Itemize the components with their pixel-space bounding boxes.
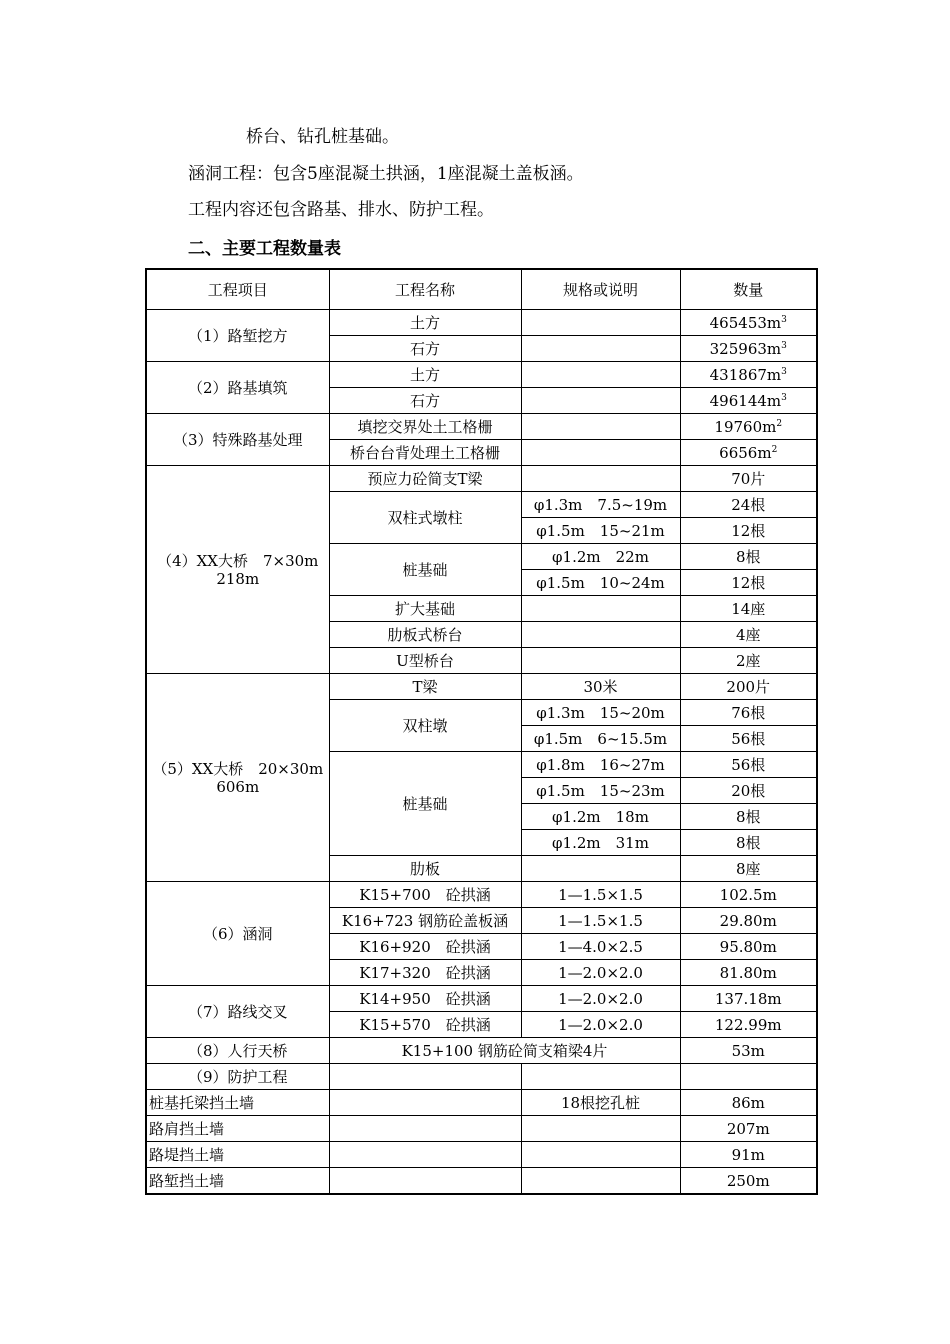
table-row (146, 882, 817, 908)
spec-cell (521, 1142, 680, 1168)
item-name-cell: K16+723 钢筋砼盖板涵 (329, 908, 521, 934)
table-header-row (146, 269, 817, 310)
spec-cell (521, 388, 680, 414)
quantity-cell: 8座 (680, 856, 817, 882)
quantity-cell: 86m (680, 1090, 817, 1116)
table-row (146, 1168, 817, 1195)
spec-cell: φ1.8m 16~27m (521, 752, 680, 778)
item-name-cell: 石方 (329, 388, 521, 414)
item-name-cell (329, 1064, 521, 1090)
spec-cell (521, 1116, 680, 1142)
item-name-cell (329, 1142, 521, 1168)
item-name-cell: 肋板 (329, 856, 521, 882)
item-name-cell: 土方 (329, 362, 521, 388)
item-name-cell: K15+100 钢筋砼简支箱梁4片 (329, 1038, 680, 1064)
quantity-cell: 122.99m (680, 1012, 817, 1038)
spec-cell: 1—2.0×2.0 (521, 1012, 680, 1038)
category-cell: 桩基托梁挡土墙 (146, 1090, 329, 1116)
quantity-cell: 56根 (680, 752, 817, 778)
table-row (146, 310, 817, 336)
quantity-cell: 250m (680, 1168, 817, 1195)
item-name-cell: 预应力砼简支T梁 (329, 466, 521, 492)
spec-cell (521, 856, 680, 882)
spec-cell: φ1.2m 31m (521, 830, 680, 856)
quantity-cell: 24根 (680, 492, 817, 518)
table-row (146, 1116, 817, 1142)
header-cell: 数量 (680, 269, 817, 310)
quantity-cell: 91m (680, 1142, 817, 1168)
category-cell: （5）XX大桥 20×30m 606m (146, 674, 329, 882)
quantity-cell: 53m (680, 1038, 817, 1064)
spec-cell: 30米 (521, 674, 680, 700)
quantity-cell (680, 1064, 817, 1090)
item-name-cell: 填挖交界处土工格栅 (329, 414, 521, 440)
category-cell: （7）路线交叉 (146, 986, 329, 1038)
item-name-cell (329, 1090, 521, 1116)
paragraph-3: 工程内容还包含路基、排水、防护工程。 (188, 200, 494, 220)
spec-cell (521, 414, 680, 440)
header-cell: 规格或说明 (521, 269, 680, 310)
quantity-cell: $496144m^3$ (680, 388, 817, 414)
quantity-table (145, 268, 818, 1195)
quantity-cell: 8根 (680, 804, 817, 830)
paragraph-2: 涵洞工程：包含5座混凝土拱涵，1座混凝土盖板涵。 (188, 164, 584, 184)
item-name-cell (329, 1168, 521, 1195)
category-cell: （8）人行天桥 (146, 1038, 329, 1064)
spec-cell (521, 648, 680, 674)
spec-cell (521, 362, 680, 388)
category-cell: （9）防护工程 (146, 1064, 329, 1090)
quantity-cell: 207m (680, 1116, 817, 1142)
quantity-cell: 8根 (680, 544, 817, 570)
spec-cell (521, 622, 680, 648)
spec-cell: φ1.3m 15~20m (521, 700, 680, 726)
spec-cell: φ1.5m 6~15.5m (521, 726, 680, 752)
quantity-cell: 70片 (680, 466, 817, 492)
quantity-cell: 102.5m (680, 882, 817, 908)
category-cell: （1）路堑挖方 (146, 310, 329, 362)
quantity-cell: 4座 (680, 622, 817, 648)
spec-cell (521, 1168, 680, 1195)
spec-cell: 1—4.0×2.5 (521, 934, 680, 960)
spec-cell: 1—2.0×2.0 (521, 986, 680, 1012)
spec-cell (521, 440, 680, 466)
item-name-cell: T梁 (329, 674, 521, 700)
quantity-cell: 8根 (680, 830, 817, 856)
spec-cell (521, 1064, 680, 1090)
table-row (146, 1142, 817, 1168)
quantity-cell: $431867m^3$ (680, 362, 817, 388)
table-row (146, 362, 817, 388)
item-name-cell: 双柱式墩柱 (329, 492, 521, 544)
spec-cell (521, 466, 680, 492)
spec-cell (521, 596, 680, 622)
quantity-cell: 76根 (680, 700, 817, 726)
spec-cell: φ1.5m 15~21m (521, 518, 680, 544)
table-row (146, 1038, 817, 1064)
spec-cell (521, 310, 680, 336)
quantity-cell: $325963m^3$ (680, 336, 817, 362)
item-name-cell: 桩基础 (329, 544, 521, 596)
item-name-cell: K17+320 砼拱涵 (329, 960, 521, 986)
spec-cell: 1—2.0×2.0 (521, 960, 680, 986)
quantity-cell: 56根 (680, 726, 817, 752)
spec-cell: φ1.3m 7.5~19m (521, 492, 680, 518)
section-title: 二、主要工程数量表 (188, 239, 341, 259)
quantity-cell: 200片 (680, 674, 817, 700)
item-name-cell: K15+570 砼拱涵 (329, 1012, 521, 1038)
quantity-cell: $19760m^2$ (680, 414, 817, 440)
spec-cell: φ1.2m 22m (521, 544, 680, 570)
quantity-cell: 29.80m (680, 908, 817, 934)
item-name-cell: K16+920 砼拱涵 (329, 934, 521, 960)
spec-cell (521, 336, 680, 362)
table-row (146, 414, 817, 440)
category-cell: （6）涵洞 (146, 882, 329, 986)
item-name-cell: K15+700 砼拱涵 (329, 882, 521, 908)
table-row (146, 986, 817, 1012)
quantity-cell: 12根 (680, 518, 817, 544)
spec-cell: 1—1.5×1.5 (521, 908, 680, 934)
spec-cell: φ1.2m 18m (521, 804, 680, 830)
table-row (146, 1090, 817, 1116)
header-cell: 工程项目 (146, 269, 329, 310)
quantity-cell: 137.18m (680, 986, 817, 1012)
spec-cell: φ1.5m 10~24m (521, 570, 680, 596)
item-name-cell: 桥台台背处理土工格栅 (329, 440, 521, 466)
category-cell: （2）路基填筑 (146, 362, 329, 414)
quantity-cell: $6656m^2$ (680, 440, 817, 466)
quantity-cell: 95.80m (680, 934, 817, 960)
item-name-cell: 肋板式桥台 (329, 622, 521, 648)
category-cell: （3）特殊路基处理 (146, 414, 329, 466)
quantity-cell: 20根 (680, 778, 817, 804)
table-row (146, 466, 817, 492)
item-name-cell: 桩基础 (329, 752, 521, 856)
item-name-cell: 土方 (329, 310, 521, 336)
paragraph-1: 桥台、钻孔桩基础。 (246, 127, 399, 147)
table-row (146, 674, 817, 700)
spec-cell: 1—1.5×1.5 (521, 882, 680, 908)
item-name-cell: U型桥台 (329, 648, 521, 674)
header-cell: 工程名称 (329, 269, 521, 310)
quantity-cell: 2座 (680, 648, 817, 674)
item-name-cell (329, 1116, 521, 1142)
item-name-cell: K14+950 砼拱涵 (329, 986, 521, 1012)
item-name-cell: 石方 (329, 336, 521, 362)
quantity-cell: 14座 (680, 596, 817, 622)
category-cell: （4）XX大桥 7×30m 218m (146, 466, 329, 674)
item-name-cell: 双柱墩 (329, 700, 521, 752)
quantity-cell: 12根 (680, 570, 817, 596)
item-name-cell: 扩大基础 (329, 596, 521, 622)
category-cell: 路肩挡土墙 (146, 1116, 329, 1142)
category-cell: 路堑挡土墙 (146, 1168, 329, 1195)
category-cell: 路堤挡土墙 (146, 1142, 329, 1168)
table-row (146, 1064, 817, 1090)
spec-cell: φ1.5m 15~23m (521, 778, 680, 804)
quantity-cell: 81.80m (680, 960, 817, 986)
spec-cell: 18根挖孔桩 (521, 1090, 680, 1116)
quantity-cell: $465453m^3$ (680, 310, 817, 336)
